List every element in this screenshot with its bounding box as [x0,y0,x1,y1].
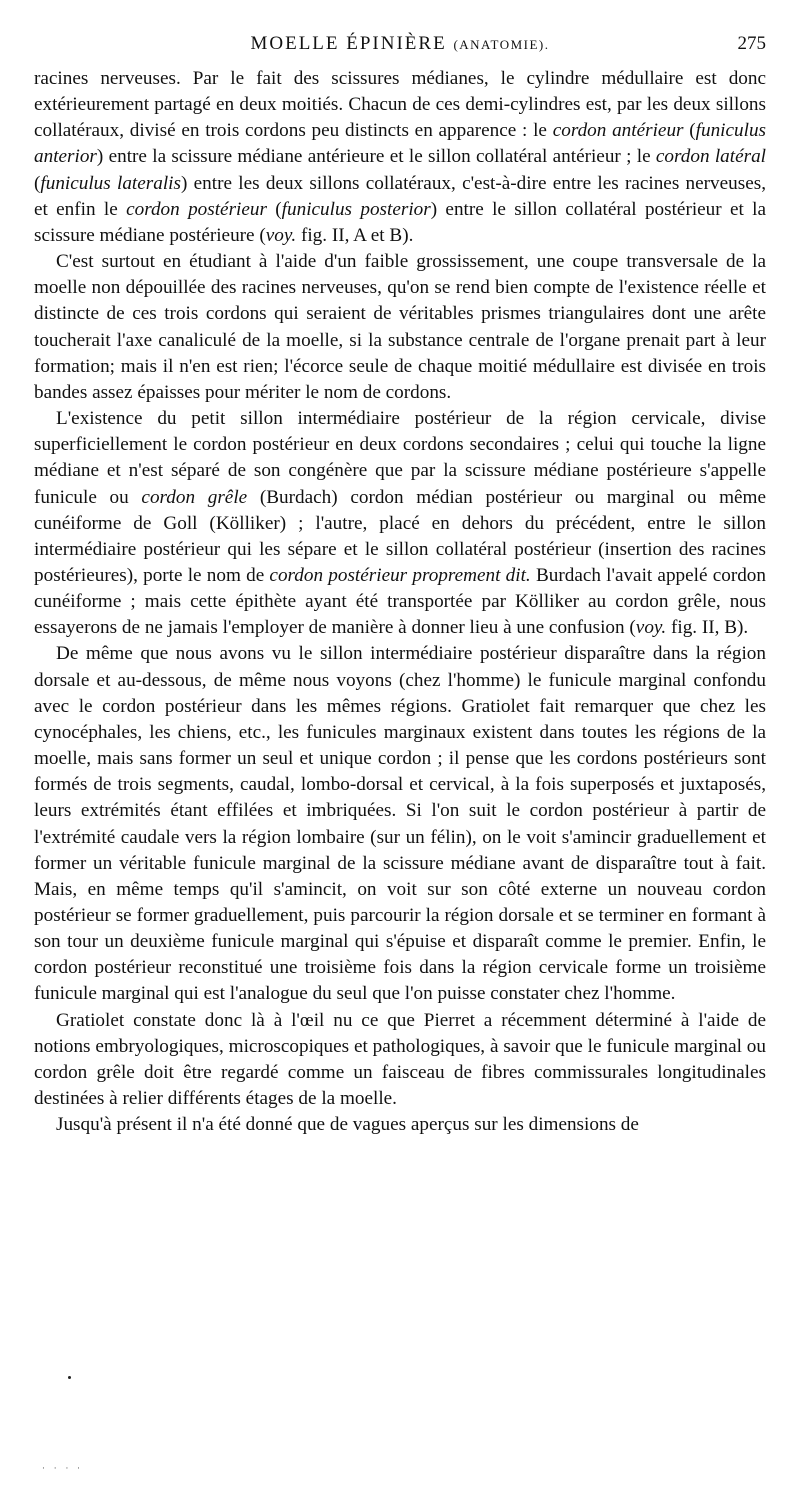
text-run: C'est surtout en étudiant à l'aide d'un faible grossissement, une coupe transversale de la moelle non dépouillée des racines nerveuses, qu'on se rend bien compte de l'existence réelle et distincte de ces trois cordons qui seraient de véritables prismes triangulaires dont une arête toucherait l'axe canaliculé de la moelle, si la substance centrale de l'organe prenait part à leur formation; mais il n'en est rien; l'écorce seule de chaque moitié médullaire est divisée en trois bandes assez épaisses pour mériter le nom de cordons. [34,251,766,403]
text-run: ( [34,172,41,194]
text-run: De même que nous avons vu le sillon intermédiaire postérieur disparaître dans la région dorsale et au-dessous, de même nous voyons (chez l'homme) le funicule marginal confondu avec le cordon postérieur dans les mêmes régions. Gratiolet fait remarquer que chez les cynocéphales, les chiens, etc., les funicules marginaux existent dans toutes les régions de la moelle, mais sans former un seul et unique cordon ; il pense que les cordons postérieurs sont formés de trois segments, caudal, lombo-dorsal et cervical, à la fois superposés et juxtaposés, leurs extrémités étant effilées et imbriquées. Si l'on suit le cordon postérieur à partir de l'extrémité caudale vers la région lombaire (sur un félin), on le voit s'amincir graduellement et former un véritable funicule marginal de la scissure médiane avant de disparaître tout à fait. Mais, en même temps qu'il s'amincit, on voit sur son côté externe un nouveau cordon postérieur se former graduellement, puis parcourir la région dorsale et se terminer en formant à son tour un deuxième funicule marginal qui s'épuise et disparaît comme le premier. Enfin, le cordon postérieur reconstitué une troisième fois dans la région cervicale forme un troisième funicule marginal qui est l'analogue du seul que l'on puisse constater chez l'homme. [34,643,766,1005]
text-run: fig. II, B). [666,617,749,639]
body-text [34,66,766,1138]
italic-term: cordon antérieur [552,120,684,142]
italic-term: voy. [635,617,667,639]
page-number: 275 [737,33,766,54]
text-run: ( [266,198,282,220]
text-run: ) entre les deux sillons collatéraux, c'est-à-dire entre les racines nerveuses, et enfin le [34,172,766,220]
italic-term: cordon postérieur proprement dit. [269,564,531,586]
paragraph-6 [34,1112,766,1138]
italic-term: funiculus lateralis [40,172,181,194]
text-run: L'existence du petit sillon intermédiaire postérieur de la région cervicale, divise superficiellement le cordon postérieur en deux cordons secondaires ; celui qui touche la ligne médiane et n'est séparé de son congénère que par la scissure médiane postérieure s'appelle funicule ou [34,408,766,508]
italic-term: voy. [265,224,297,246]
italic-term: cordon postérieur [126,198,267,220]
italic-term: cordon grêle [141,486,248,508]
paragraph-4 [34,641,766,1007]
text-run: ( [683,120,696,142]
italic-term: funiculus anterior [34,120,767,168]
text-run: (Burdach) cordon médian postérieur ou marginal ou même cunéiforme de Goll (Kölliker) ; l'autre, placé en dehors du précédent, entre le sillon intermédiaire postérieur qui les sépare et le sillon collatéral postérieur (insertion des racines postérieures), porte le nom de [34,486,766,586]
ink-speck [68,1376,71,1379]
paragraph-5 [34,1008,766,1113]
text-run: Gratiolet constate donc là à l'œil nu ce que Pierret a récemment déterminé à l'aide de notions embryologiques, microscopiques et pathologiques, à savoir que le funicule marginal ou cordon grêle doit être regardé comme un faisceau de fibres commissurales longitudinales destinées à relier différents étages de la moelle. [34,1009,766,1110]
paragraph-3 [34,406,766,641]
text-run: racines nerveuses. Par le fait des scissures médianes, le cylindre médullaire est donc extérieurement partagé en deux moitiés. Chacun de ces demi-cylindres est, par les deux sillons collatéraux, divisé en trois cordons peu distincts en apparence : le [34,68,766,142]
paragraph-1 [34,66,766,249]
text-run: ) entre le sillon collatéral postérieur et la scissure médiane postérieure ( [34,198,767,246]
italic-term: funiculus posterior [281,198,431,220]
running-title-main: MOELLE ÉPINIÈRE [250,33,447,54]
text-run: Burdach l'avait appelé cordon cunéiforme ; mais cette épithète ayant été transportée par Kölliker au cordon grêle, nous essayerons de ne jamais l'employer de manière à donner lieu à une confusion ( [34,564,766,639]
running-title-subtitle: (ANATOMIE). [453,37,550,52]
running-header [34,33,766,59]
running-title [34,33,766,55]
footer-dots: · · · · [42,1464,84,1474]
text-run: Jusqu'à présent il n'a été donné que de vagues aperçus sur les dimensions de [56,1114,639,1136]
italic-term: cordon latéral [655,146,766,168]
paragraph-2 [34,249,766,406]
text-run: ) entre la scissure médiane antérieure et le sillon collatéral antérieur ; le [96,146,656,168]
text-run: fig. II, A et B). [296,224,414,246]
